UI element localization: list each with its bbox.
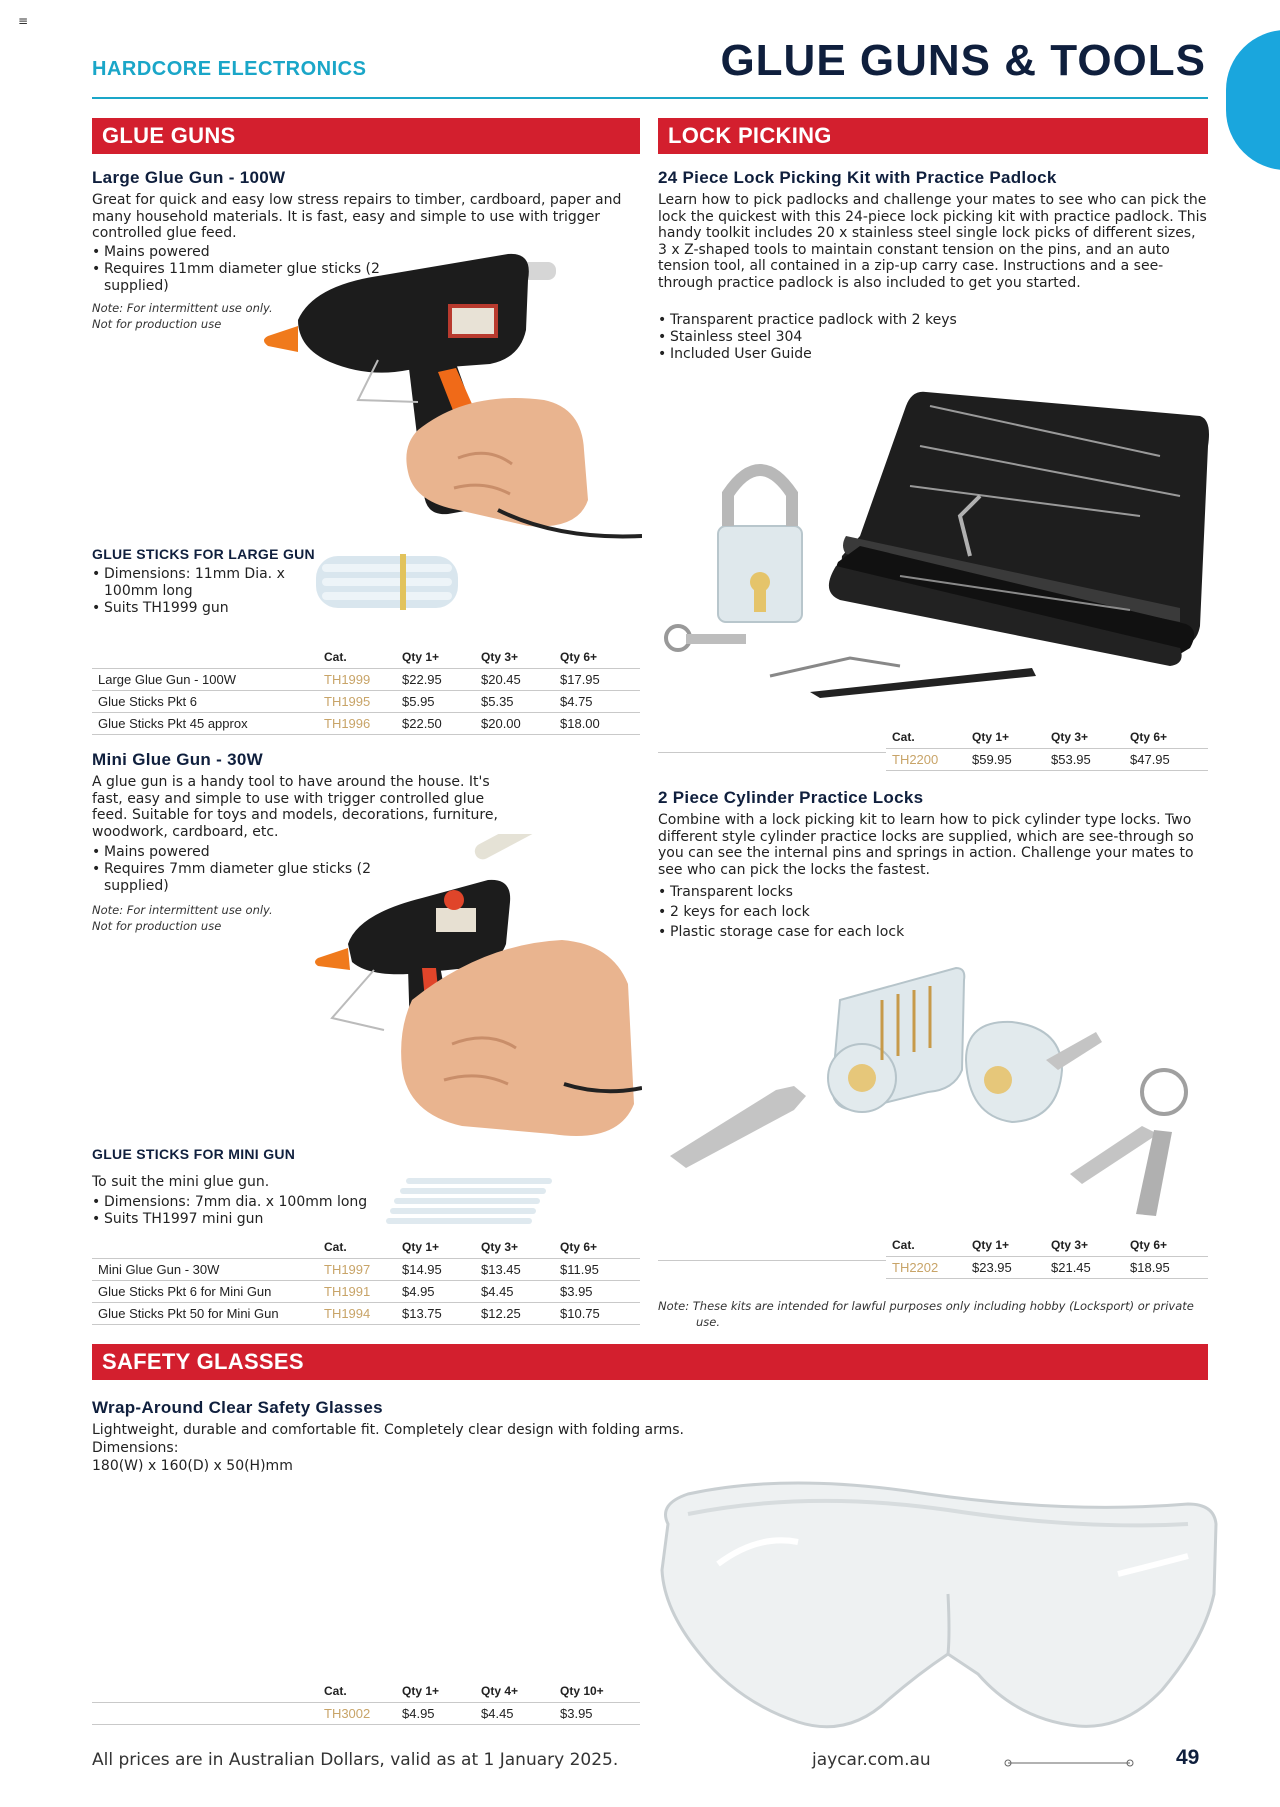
product-name-cell: Glue Sticks Pkt 6 for Mini Gun <box>92 1281 318 1303</box>
price-cell: $22.50 <box>396 713 475 735</box>
cat-code-link[interactable]: TH2200 <box>886 749 966 771</box>
col-header: Cat. <box>892 730 915 744</box>
product-desc-lock-kit: Learn how to pick padlocks and challenge your mates to see who can pick the lock the quickest with this 24-piece lock picking kit with practice padlock. This handy toolkit includes 20 x stainless steel single lock picks of different sizes, 3 x Z-shaped tools to maintain constant tension on the pins, and an auto tension tool, all contained in a zip-up carry case. Instructions and a see-through practice padlock is also included to get you started. <box>658 192 1207 291</box>
price-cell: $13.75 <box>396 1303 475 1325</box>
price-cell: $3.95 <box>554 1281 640 1303</box>
price-table-safety-glasses <box>92 1682 640 1725</box>
page-tab-decoration <box>1226 30 1280 170</box>
col-header: Qty 1+ <box>972 730 1010 744</box>
table-header-row <box>92 1238 640 1259</box>
bullet-item: • 2 keys for each lock <box>658 902 1058 922</box>
price-disclaimer: All prices are in Australian Dollars, valid as at 1 January 2025. <box>92 1750 619 1770</box>
price-cell: $22.95 <box>396 669 475 691</box>
bullet-item: • Transparent locks <box>658 882 1058 902</box>
table-header-row <box>886 1236 1208 1257</box>
table-row <box>886 1257 1208 1279</box>
bullet-list-cylinder-locks <box>658 882 1058 942</box>
glue-sticks-large-image <box>316 548 458 614</box>
bullet-item: • Included User Guide <box>658 346 1058 363</box>
table-header-row <box>92 648 640 669</box>
price-cell: $4.45 <box>475 1281 554 1303</box>
bullet-item: • Requires 11mm diameter glue sticks (2 supplied) <box>92 261 382 295</box>
col-header: Qty 6+ <box>1130 1238 1168 1252</box>
price-cell: $4.75 <box>554 691 640 713</box>
page-number: 49 <box>1176 1746 1200 1769</box>
col-header: Cat. <box>892 1238 915 1252</box>
price-cell: $20.45 <box>475 669 554 691</box>
price-cell: $10.75 <box>554 1303 640 1325</box>
col-header: Qty 3+ <box>1051 1238 1089 1252</box>
note-line: Not for production use <box>92 919 222 933</box>
table-header-row <box>886 728 1208 749</box>
lock-picking-note: Note: These kits are intended for lawful purposes only including hobby (Locksport) or private use. <box>658 1299 1194 1329</box>
col-header: Qty 3+ <box>481 1240 519 1254</box>
bullet-item: • Mains powered <box>92 244 382 261</box>
col-header: Qty 6+ <box>560 650 598 664</box>
table-row <box>92 1259 640 1281</box>
cat-code-link[interactable]: TH1994 <box>318 1303 396 1325</box>
price-cell: $4.45 <box>475 1703 554 1725</box>
product-desc-mini-glue-gun: A glue gun is a handy tool to have around the house. It's fast, easy and simple to use with trigger controlled glue feed. Suitable for toys and models, decorations, furniture, woodwork, cardboard, etc. <box>92 774 498 840</box>
brand-label: HARDCORE ELECTRONICS <box>92 58 367 80</box>
price-cell: $14.95 <box>396 1259 475 1281</box>
table-row <box>92 669 640 691</box>
cat-code-link[interactable]: TH1997 <box>318 1259 396 1281</box>
col-header: Cat. <box>324 1240 347 1254</box>
col-header: Qty 6+ <box>560 1240 598 1254</box>
product-title-mini-glue-gun: Mini Glue Gun - 30W <box>92 750 263 769</box>
price-cell: $5.95 <box>396 691 475 713</box>
cat-code-link[interactable]: TH1991 <box>318 1281 396 1303</box>
product-title-lock-kit: 24 Piece Lock Picking Kit with Practice Padlock <box>658 168 1057 187</box>
product-name-cell: Glue Sticks Pkt 50 for Mini Gun <box>92 1303 318 1325</box>
table-row <box>92 713 640 735</box>
price-table-mini-glue-gun <box>92 1238 640 1325</box>
price-cell: $12.25 <box>475 1303 554 1325</box>
glue-sticks-mini-title: GLUE STICKS FOR MINI GUN <box>92 1146 296 1162</box>
dimensions-value: 180(W) x 160(D) x 50(H)mm <box>92 1458 293 1474</box>
glue-sticks-large-title: GLUE STICKS FOR LARGE GUN <box>92 546 315 562</box>
product-desc-large-glue-gun: Great for quick and easy low stress repairs to timber, cardboard, paper and many household materials. It is fast, easy and simple to use with trigger controlled glue feed. <box>92 192 622 241</box>
table-row <box>92 1281 640 1303</box>
price-cell: $5.35 <box>475 691 554 713</box>
table-row <box>886 749 1208 771</box>
col-header <box>92 648 318 669</box>
price-cell: $20.00 <box>475 713 554 735</box>
price-table-cylinder-locks <box>886 1236 1208 1279</box>
bullet-item: • Suits TH1997 mini gun <box>92 1211 392 1228</box>
price-cell: $4.95 <box>396 1281 475 1303</box>
bullet-item: • Dimensions: 7mm dia. x 100mm long <box>92 1194 392 1211</box>
bullet-list-sticks-mini <box>92 1194 392 1228</box>
price-table-lock-kit <box>886 728 1208 771</box>
safety-glasses-image <box>648 1464 1222 1742</box>
col-header <box>92 1682 318 1703</box>
bullet-item: • Transparent practice padlock with 2 keys <box>658 312 1058 329</box>
glue-sticks-mini-image <box>386 1176 556 1230</box>
col-header: Qty 4+ <box>481 1684 519 1698</box>
col-header: Qty 1+ <box>402 1240 440 1254</box>
bullet-list-sticks-large <box>92 566 312 617</box>
bullet-item: • Dimensions: 11mm Dia. x 100mm long <box>92 566 312 600</box>
price-cell: $3.95 <box>554 1703 640 1725</box>
mini-glue-gun-image <box>312 834 642 1148</box>
lock-kit-image <box>660 386 1212 698</box>
section-header-lock-picking: LOCK PICKING <box>658 118 1208 154</box>
product-desc-safety-glasses: Lightweight, durable and comfortable fit. Completely clear design with folding arms. <box>92 1422 684 1438</box>
col-header: Qty 1+ <box>402 1684 440 1698</box>
section-header-glue-guns: GLUE GUNS <box>92 118 640 154</box>
cat-code-link[interactable]: TH1999 <box>318 669 396 691</box>
price-cell: $23.95 <box>966 1257 1045 1279</box>
col-header: Qty 1+ <box>972 1238 1010 1252</box>
cat-code-link[interactable]: TH2202 <box>886 1257 966 1279</box>
product-title-safety-glasses: Wrap-Around Clear Safety Glasses <box>92 1398 383 1417</box>
note-line: Note: For intermittent use only. <box>92 903 273 917</box>
bullet-item: • Suits TH1999 gun <box>92 600 312 617</box>
price-cell: $47.95 <box>1124 749 1208 771</box>
col-header: Qty 1+ <box>402 650 440 664</box>
price-cell: $59.95 <box>966 749 1045 771</box>
menu-icon[interactable]: ≡ <box>18 14 29 28</box>
table-row <box>92 1303 640 1325</box>
product-name-cell: Glue Sticks Pkt 6 <box>92 691 318 713</box>
cat-code-link[interactable]: TH1995 <box>318 691 396 713</box>
table-row <box>92 691 640 713</box>
table-row <box>92 1703 640 1725</box>
table-rule-extension <box>658 752 886 753</box>
price-cell: $11.95 <box>554 1259 640 1281</box>
large-glue-gun-image <box>258 240 642 576</box>
price-table-glue-guns <box>92 648 640 735</box>
col-header: Cat. <box>324 1684 347 1698</box>
glue-sticks-mini-intro: To suit the mini glue gun. <box>92 1174 270 1190</box>
col-header: Cat. <box>324 650 347 664</box>
price-cell: $17.95 <box>554 669 640 691</box>
product-name-cell <box>92 1703 318 1725</box>
price-cell: $4.95 <box>396 1703 475 1725</box>
table-header-row <box>92 1682 640 1703</box>
price-cell: $18.00 <box>554 713 640 735</box>
title-divider <box>92 97 1208 99</box>
price-cell: $21.45 <box>1045 1257 1124 1279</box>
page-title: GLUE GUNS & TOOLS <box>720 36 1206 85</box>
note-line: Not for production use <box>92 317 222 331</box>
cat-code-link[interactable]: TH1996 <box>318 713 396 735</box>
product-name-cell: Glue Sticks Pkt 45 approx <box>92 713 318 735</box>
website-link[interactable]: jaycar.com.au <box>812 1750 931 1770</box>
bullet-item: • Requires 7mm diameter glue sticks (2 supplied) <box>92 861 382 895</box>
product-title-large-glue-gun: Large Glue Gun - 100W <box>92 168 286 187</box>
dimensions-label: Dimensions: <box>92 1440 179 1456</box>
product-name-cell: Mini Glue Gun - 30W <box>92 1259 318 1281</box>
bullet-item: • Plastic storage case for each lock <box>658 922 1058 942</box>
table-rule-extension <box>658 1260 886 1261</box>
price-cell: $18.95 <box>1124 1257 1208 1279</box>
footer-decorative-line <box>1004 1758 1134 1768</box>
bullet-list-lock-kit <box>658 312 1058 363</box>
col-header: Qty 10+ <box>560 1684 604 1698</box>
product-desc-cylinder-locks: Combine with a lock picking kit to learn how to pick cylinder type locks. Two different style cylinder practice locks are supplied, which are see-through so you can see the internal pins and springs in action. Challenge your mates to see who can pick the locks the fastest. <box>658 812 1194 878</box>
cylinder-locks-image <box>666 960 1216 1226</box>
cat-code-link[interactable]: TH3002 <box>318 1703 396 1725</box>
note-line: Note: For intermittent use only. <box>92 301 273 315</box>
col-header: Qty 3+ <box>481 650 519 664</box>
bullet-item: • Stainless steel 304 <box>658 329 1058 346</box>
col-header <box>92 1238 318 1259</box>
product-name-cell: Large Glue Gun - 100W <box>92 669 318 691</box>
col-header: Qty 3+ <box>1051 730 1089 744</box>
bullet-item: • Mains powered <box>92 844 382 861</box>
col-header: Qty 6+ <box>1130 730 1168 744</box>
section-header-safety-glasses: SAFETY GLASSES <box>92 1344 1208 1380</box>
price-cell: $53.95 <box>1045 749 1124 771</box>
price-cell: $13.45 <box>475 1259 554 1281</box>
product-title-cylinder-locks: 2 Piece Cylinder Practice Locks <box>658 788 924 807</box>
